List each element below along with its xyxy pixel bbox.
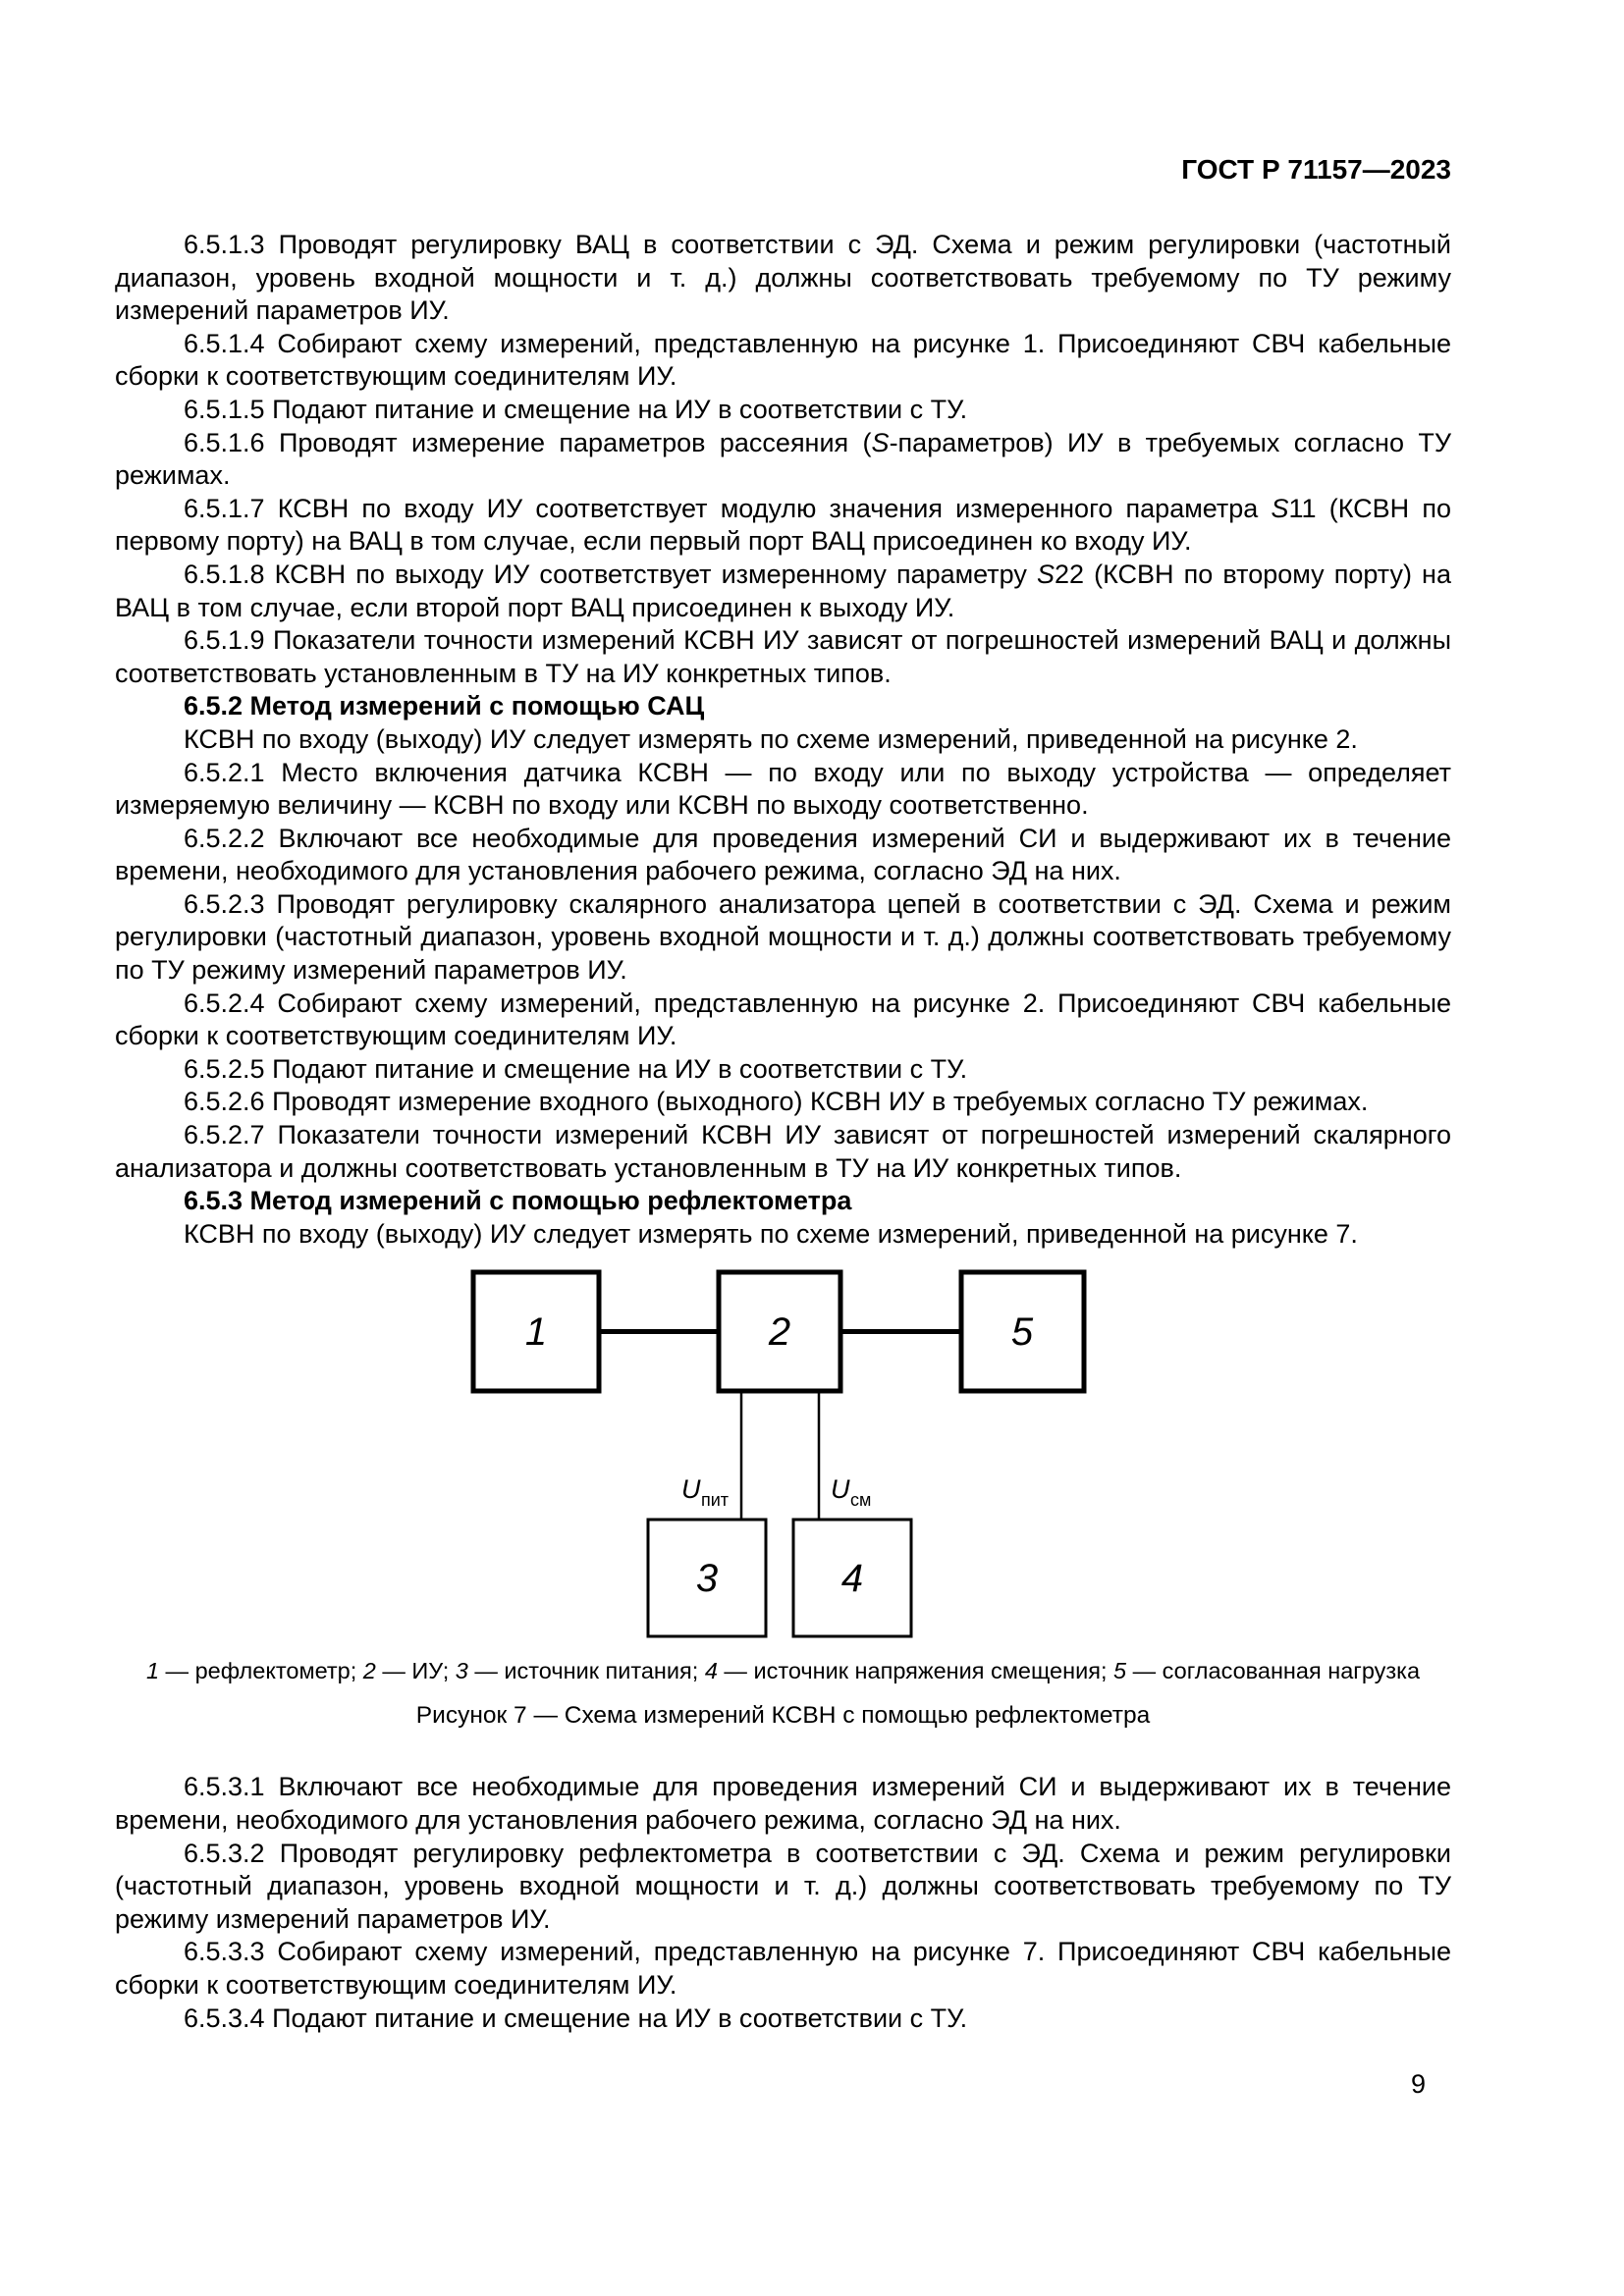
caption-text: — источник напряжения смещения; xyxy=(717,1658,1114,1684)
heading-6-5-3: 6.5.3 Метод измерений с помощью рефлектометра xyxy=(184,1186,852,1216)
measurement-scheme-svg xyxy=(440,1268,1127,1641)
text-run: 6.5.1.7 КСВН по входу ИУ соответствует модулю значения измеренного параметра xyxy=(184,493,1272,523)
box-label-2: 2 xyxy=(768,1310,790,1355)
italic-s-parameter: S xyxy=(1036,559,1055,589)
paragraph-6-5-1-7 xyxy=(115,493,1451,559)
box-label-1: 1 xyxy=(524,1310,547,1355)
box-label-4: 4 xyxy=(840,1557,863,1601)
text-run: 6.5.1.6 Проводят измерение параметров рассеяния ( xyxy=(184,427,872,457)
caption-text: — источник питания; xyxy=(467,1658,705,1684)
document-header: ГОСТ Р 71157—2023 xyxy=(1181,154,1451,185)
paragraph-6-5-2-2: 6.5.2.2 Включают все необходимые для проведения измерений СИ и выдерживают их в течение времени, необходимого для установления рабочего режима, согласно ЭД на них. xyxy=(115,823,1451,886)
caption-text: — рефлектометр; xyxy=(159,1658,363,1684)
paragraph-6-5-2-4: 6.5.2.4 Собирают схему измерений, представленную на рисунке 2. Присоединяют СВЧ кабельные сборки к соответствующим соединителям ИУ. xyxy=(115,988,1451,1051)
u-pit-subscript: пит xyxy=(700,1490,729,1511)
caption-text: — согласованная нагрузка xyxy=(1126,1658,1421,1684)
box-label-3: 3 xyxy=(695,1557,718,1601)
text-run: -параметров) ИУ в требуемых согласно ТУ режимах. xyxy=(115,427,1451,491)
paragraph-6-5-1-6 xyxy=(115,427,1451,493)
u-sm-subscript: см xyxy=(849,1490,871,1511)
box-label-5: 5 xyxy=(1010,1310,1033,1355)
paragraph-6-5-3-4: 6.5.3.4 Подают питание и смещение на ИУ в соответствии с ТУ. xyxy=(184,2002,968,2033)
heading-6-5-2: 6.5.2 Метод измерений с помощью САЦ xyxy=(184,691,705,721)
paragraph-6-5-3-3: 6.5.3.3 Собирают схему измерений, представленную на рисунке 7. Присоединяют СВЧ кабельные сборки к соответствующим соединителям ИУ. xyxy=(115,1937,1451,2000)
paragraph-6-5-2-3: 6.5.2.3 Проводят регулировку скалярного анализатора цепей в соответствии с ЭД. Схема и режим регулировки (частотный диапазон, уровень входной мощности и т. д.) должны соответствовать требуемому по ТУ режиму измерений параметров ИУ. xyxy=(115,888,1451,986)
figure-title: Рисунок 7 — Схема измерений КСВН с помощью рефлектометра xyxy=(415,1702,1151,1730)
page-number: 9 xyxy=(1411,2069,1427,2099)
document-content xyxy=(115,229,1451,2035)
text-run: 6.5.1.8 КСВН по выходу ИУ соответствует измеренному параметру xyxy=(184,559,1037,589)
paragraph-6-5-1-9: 6.5.1.9 Показатели точности измерений КСВН ИУ зависят от погрешностей измерений ВАЦ и должны соответствовать установленным в ТУ на ИУ конкретных типов. xyxy=(115,625,1451,688)
caption-num-1: 1 xyxy=(145,1658,160,1684)
paragraph-6-5-2-6: 6.5.2.6 Проводят измерение входного (выходного) КСВН ИУ в требуемых согласно ТУ режимах. xyxy=(184,1087,1369,1117)
paragraph-6-5-3-2: 6.5.3.2 Проводят регулировку рефлектометра в соответствии с ЭД. Схема и режим регулировки (частотный диапазон, уровень входной мощности и т. д.) должны соответствовать требуемому по ТУ режиму измерений параметров ИУ. xyxy=(115,1838,1451,1934)
italic-s-parameter: S xyxy=(871,427,890,457)
caption-num-4: 4 xyxy=(704,1658,718,1684)
u-sm-symbol: U xyxy=(830,1474,849,1505)
u-pit-symbol: U xyxy=(680,1474,700,1505)
figure-caption xyxy=(115,1657,1451,1684)
caption-text: — ИУ; xyxy=(375,1658,456,1684)
text-run: 11 (КСВН по первому порту) на ВАЦ в том случае, если первый порт ВАЦ присоединен ко входу ИУ. xyxy=(115,493,1451,557)
paragraph-6-5-3-intro: КСВН по входу (выходу) ИУ следует измерять по схеме измерений, приведенной на рисунке 7. xyxy=(184,1218,1358,1249)
text-run: 22 (КСВН по второму порту) на ВАЦ в том случае, если второй порт ВАЦ присоединен к выходу ИУ. xyxy=(115,559,1451,622)
paragraph-6-5-2-1: 6.5.2.1 Место включения датчика КСВН — по входу или по выходу устройства — определяет измеряемую величину — КСВН по входу или КСВН по выходу соответственно. xyxy=(115,757,1451,821)
paragraph-6-5-1-8 xyxy=(115,559,1451,624)
paragraph-6-5-2-intro: КСВН по входу (выходу) ИУ следует измерять по схеме измерений, приведенной на рисунке 2. xyxy=(184,723,1358,754)
paragraph-6-5-2-7: 6.5.2.7 Показатели точности измерений КСВН ИУ зависят от погрешностей измерений скалярного анализатора и должны соответствовать установленным в ТУ на ИУ конкретных типов. xyxy=(115,1120,1451,1183)
caption-num-2: 2 xyxy=(362,1658,376,1684)
paragraph-6-5-1-4: 6.5.1.4 Собирают схему измерений, представленную на рисунке 1. Присоединяют СВЧ кабельные сборки к соответствующим соединителям ИУ. xyxy=(115,328,1451,392)
paragraph-6-5-1-3: 6.5.1.3 Проводят регулировку ВАЦ в соответствии с ЭД. Схема и режим регулировки (частотный диапазон, уровень входной мощности и т. д.) должны соответствовать требуемому по ТУ режиму измерений параметров ИУ. xyxy=(115,230,1451,326)
caption-num-3: 3 xyxy=(455,1658,468,1684)
caption-num-5: 5 xyxy=(1113,1658,1127,1684)
italic-s-parameter: S xyxy=(1271,493,1289,523)
figure-7-diagram xyxy=(115,1268,1451,1641)
paragraph-6-5-1-5: 6.5.1.5 Подают питание и смещение на ИУ в соответствии с ТУ. xyxy=(184,394,968,424)
paragraph-6-5-3-1: 6.5.3.1 Включают все необходимые для проведения измерений СИ и выдерживают их в течение времени, необходимого для установления рабочего режима, согласно ЭД на них. xyxy=(115,1772,1451,1835)
paragraph-6-5-2-5: 6.5.2.5 Подают питание и смещение на ИУ в соответствии с ТУ. xyxy=(184,1053,968,1084)
